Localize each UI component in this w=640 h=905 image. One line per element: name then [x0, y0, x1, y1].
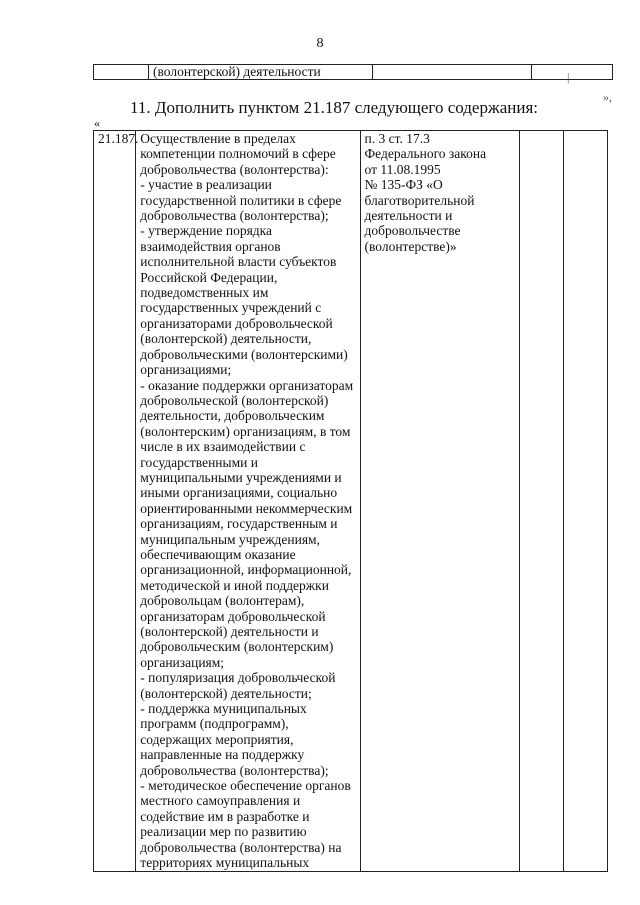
legal-basis-line: деятельности и — [364, 208, 453, 224]
legal-basis-line: благотворительной — [364, 192, 475, 208]
description-line: - участие в реализации — [140, 177, 272, 193]
description-line: муниципальными учреждениями и — [140, 469, 342, 485]
description-line: программ (подпрограмм), — [140, 716, 289, 732]
description-line: Российской Федерации, — [140, 269, 278, 285]
page-number: 8 — [316, 36, 324, 51]
description-line: территориях муниципальных — [140, 855, 310, 871]
description-line: - популяризация добровольческой — [140, 670, 336, 686]
description-line: иными организациями, социально — [140, 485, 338, 501]
description-line: - методическое обеспечение органов — [140, 778, 351, 794]
description-line: подведомственных им — [140, 285, 269, 301]
description-line: ориентированными некоммерческим — [140, 500, 353, 516]
description-line: обеспечивающим оказание — [140, 546, 296, 562]
previous-cell-law — [373, 65, 532, 80]
description-line: числе в их взаимодействии с — [140, 439, 306, 455]
previous-table-row — [93, 64, 613, 80]
description-line: государственных учреждений с — [140, 300, 322, 316]
empty-cell-1 — [520, 131, 563, 872]
edge-mark-bar: | — [567, 70, 570, 84]
previous-cell-description: (волонтерской) деятельности — [149, 65, 373, 80]
description-line: добровольческой (волонтерской) — [140, 392, 329, 408]
description-line: - оказание поддержки организаторам — [140, 377, 354, 393]
description-line: исполнительной власти субъектов — [140, 254, 337, 270]
table-row — [94, 131, 608, 872]
description-line: муниципальным учреждениям, — [140, 531, 320, 547]
opening-quote: « — [94, 116, 100, 130]
description-line: организаторам добровольческой — [140, 608, 326, 624]
edge-mark-top-right: », — [603, 90, 612, 104]
empty-cell-2 — [563, 131, 607, 872]
description-line: Осуществление в пределах — [140, 131, 296, 146]
description-line: организаторами добровольческой — [140, 315, 333, 331]
description-line: добровольчества (волонтерства) на — [140, 839, 342, 855]
legal-basis-line: № 135-ФЗ «О — [364, 177, 443, 193]
description-line: (волонтерским) организациям, в том — [140, 423, 351, 439]
description-line: местного самоуправления и — [140, 793, 301, 809]
legal-basis-line: добровольчестве — [364, 223, 461, 239]
description-line: добровольческими (волонтерскими) — [140, 346, 348, 362]
description-line: взаимодействия органов — [140, 238, 281, 254]
description-line: - поддержка муниципальных — [140, 701, 307, 717]
description-line: добровольчества (волонтерства): — [140, 161, 329, 177]
description-line: государственными и — [140, 454, 258, 470]
legal-basis-cell — [360, 131, 520, 872]
legal-basis-line: от 11.08.1995 — [364, 161, 441, 177]
description-line: содержащих мероприятия, — [140, 731, 294, 747]
legal-basis-line: п. 3 ст. 17.3 — [364, 131, 430, 146]
description-line: добровольцам (волонтерам), — [140, 593, 305, 609]
description-line: деятельности, добровольческим — [140, 408, 325, 424]
description-line: организациями; — [140, 362, 232, 378]
description-line: (волонтерской) деятельности и — [140, 624, 319, 639]
row-number-cell: 21.187. — [94, 131, 136, 872]
description-cell — [136, 131, 360, 872]
previous-cell-number — [94, 65, 149, 80]
amendment-heading: 11. Дополнить пунктом 21.187 следующего содержания: — [130, 98, 538, 117]
description-line: добровольчества (волонтерства); — [140, 208, 329, 224]
amendment-table — [93, 130, 608, 872]
description-line: компетенции полномочий в сфере — [140, 146, 336, 162]
description-line: добровольчества (волонтерства); — [140, 762, 329, 778]
description-line: организациям; — [140, 654, 225, 670]
description-line: государственной политики в сфере — [140, 192, 342, 208]
description-line: (волонтерской) деятельности; — [140, 685, 312, 701]
description-line: организациям, государственным и — [140, 516, 338, 532]
description-line: методической и иной поддержки — [140, 577, 329, 593]
legal-basis-line: Федерального закона — [364, 146, 487, 162]
description-line: добровольческим (волонтерским) — [140, 639, 334, 655]
description-line: - утверждение порядка — [140, 223, 273, 239]
description-line: реализации мер по развитию — [140, 824, 307, 840]
description-line: организационной, информационной, — [140, 562, 352, 578]
previous-cell-extra — [532, 65, 613, 80]
description-line: содействие им в разработке и — [140, 808, 310, 824]
description-line: направленные на поддержку — [140, 747, 305, 763]
legal-basis-line: (волонтерстве)» — [364, 238, 457, 254]
description-line: (волонтерской) деятельности, — [140, 331, 312, 347]
